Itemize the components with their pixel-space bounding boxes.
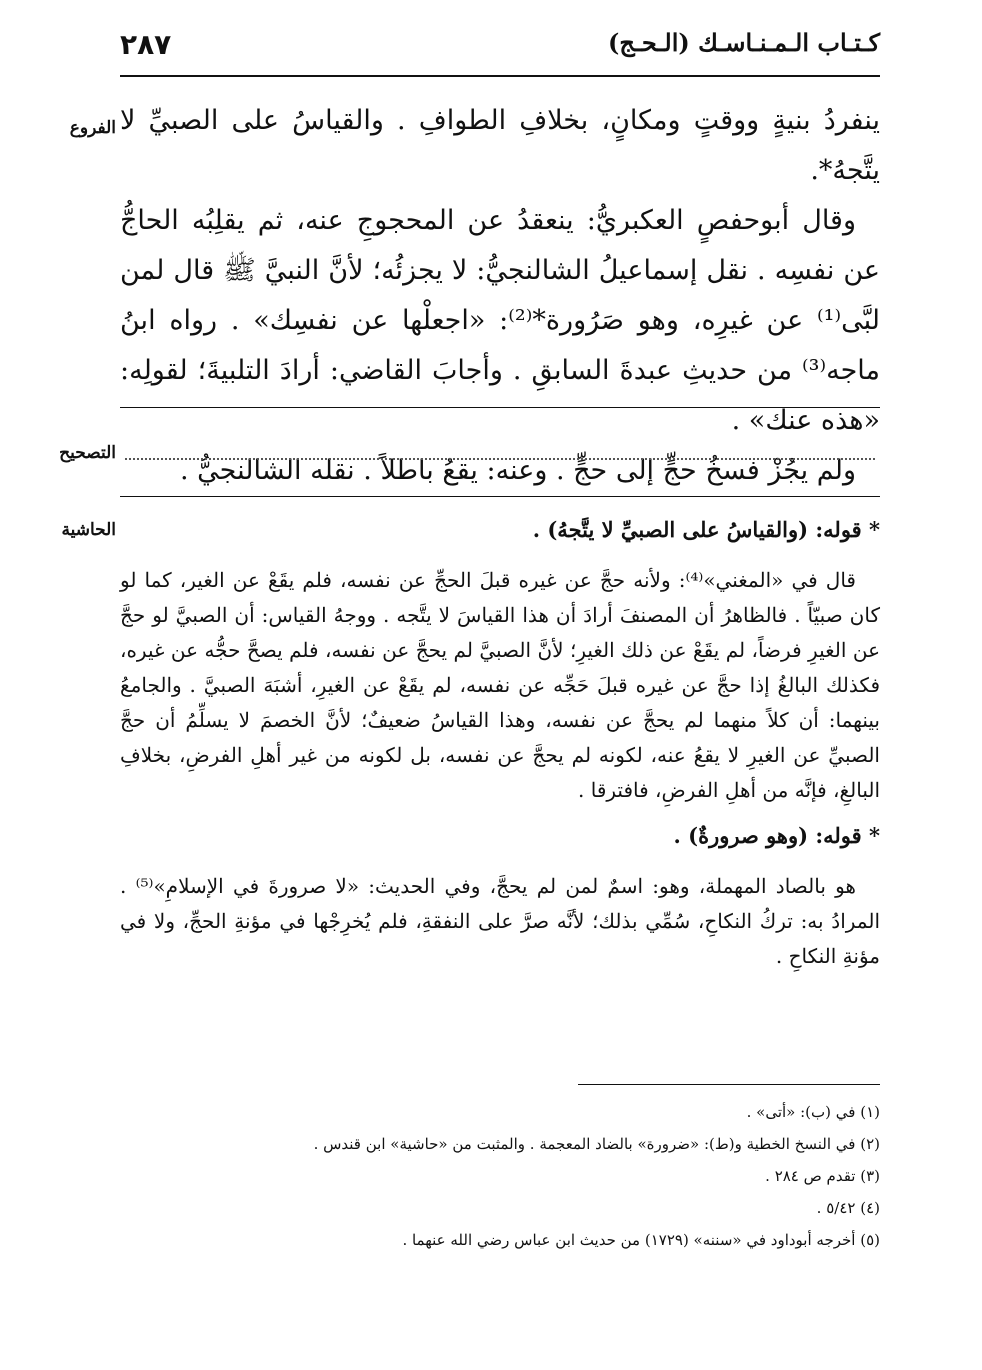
tashih-dotted-line (125, 458, 875, 460)
footnote-2: (٢) في النسخ الخطية و(ط): «ضرورة» بالضاد المعجمة . والمثبت من «حاشية» ابن قندس . (313, 1135, 880, 1153)
footnote-5: (٥) أخرجه أبوداود في «سننه» (١٧٢٩) من حديث ابن عباس رضي الله عنهما . (402, 1231, 880, 1249)
hashiya-body-2: هو بالصاد المهملة، وهو: اسمٌ لمن لم يحجَّ، وفي الحديث: «لا صرورةَ في الإسلامِ»⁽⁵⁾ . المرادُ به: تركُ النكاحِ، سُمِّي بذلك؛ لأنَّه صرَّ على النفقةِ، فلم يُخرِجْها في مؤنةِ الحجِّ، ولا في مؤنةِ النكاحِ . (120, 874, 880, 968)
side-label-tashih: التصحيح (59, 443, 116, 463)
page-number: ٢٨٧ (120, 28, 172, 61)
section-divider-top (120, 407, 880, 408)
footnotes (120, 1096, 880, 1256)
main-paragraph-2: وقال أبوحفصٍ العكبريُّ: ينعقدُ عن المحجوجِ عنه، ثم يقلِبُه الحاجُّ عن نفسِه . نقل إسماعيلُ الشالنجيُّ: لا يجزئُه؛ لأنَّ النبيَّ ﷺ قال لمن لبَّى⁽¹⁾ عن غيرِه، وهو صَرُورة*⁽²⁾: «اجعلْها عن نفسِك» . رواه ابنُ ماجه⁽³⁾ من حديثِ عبدةَ السابقِ . وأجابَ القاضي: أرادَ التلبيةَ؛ لقولِه: «هذه عنك» . (120, 205, 880, 436)
main-paragraph-1: ينفردُ بنيةٍ ووقتٍ ومكانٍ، بخلافِ الطوافِ . والقياسُ على الصبيِّ لا يتَّجهُ*. (120, 105, 880, 186)
footnote-4: (٤) ٥/٤٢ . (816, 1199, 880, 1217)
hashiya-heading-2: * قوله: (وهو صرورةٌ) . (673, 823, 880, 848)
running-title: كـتـاب الـمـنـاسـك (الـحـج) (608, 28, 880, 57)
footnote-rule (578, 1084, 880, 1085)
footnote-1: (١) في (ب): «أتى» . (746, 1103, 880, 1121)
main-paragraph-3: ولم يجُزْ فسخُ حجٍّ إلى حجٍّ . وعنه: يقعُ باطلاً . نقله الشالنجيُّ . (180, 455, 856, 486)
header-rule (120, 75, 880, 77)
section-divider-bottom (120, 496, 880, 497)
side-label-furu: الفروع (69, 118, 116, 138)
footnote-3: (٣) تقدم ص ٢٨٤ . (765, 1167, 880, 1185)
page-header (120, 28, 880, 72)
side-label-hashiya: الحاشية (61, 520, 116, 540)
furu-main-text (120, 96, 880, 496)
hashiya-body-1: قال في «المغني»⁽⁴⁾: ولأنه حجَّ عن غيره قبلَ الحجِّ عن نفسه، فلم يقَعْ عن الغير، كما لو كان صبيّاً . فالظاهرُ أن المصنفَ أرادَ أن هذا القياسَ لا يتَّجه . ووجهُ القياس: أن الصبيَّ لو حجَّ عن الغيرِ فرضاً، لم يقَعْ عن ذلك الغيرِ؛ لأنَّ الصبيَّ لم يحجَّ عن نفسه، فلم يصحَّ حجُّه عن غيره، فكذلك البالغُ إذا حجَّ عن غيره قبلَ حَجِّه عن نفسه، لم يقَعْ عن الغيرِ، أشبَهَ الصبيَّ . والجامعُ بينهما: أن كلاً منهما لم يحجَّ عن نفسه، وهذا القياسُ ضعيفٌ؛ لأنَّ الخصمَ لا يسلِّمُ أن حجَّ الصبيِّ عن الغيرِ لا يقعُ عنه، لكونه لم يحجَّ عن نفسه، بل لكونه من غير أهلِ الفرضِ، بخلافِ البالغِ، فإنَّه من أهلِ الفرضِ، فافترقا . (120, 568, 880, 802)
hashiya-section (120, 512, 880, 974)
hashiya-heading-1: * قوله: (والقياسُ على الصبيِّ لا يتَّجهُ) . (532, 517, 880, 542)
